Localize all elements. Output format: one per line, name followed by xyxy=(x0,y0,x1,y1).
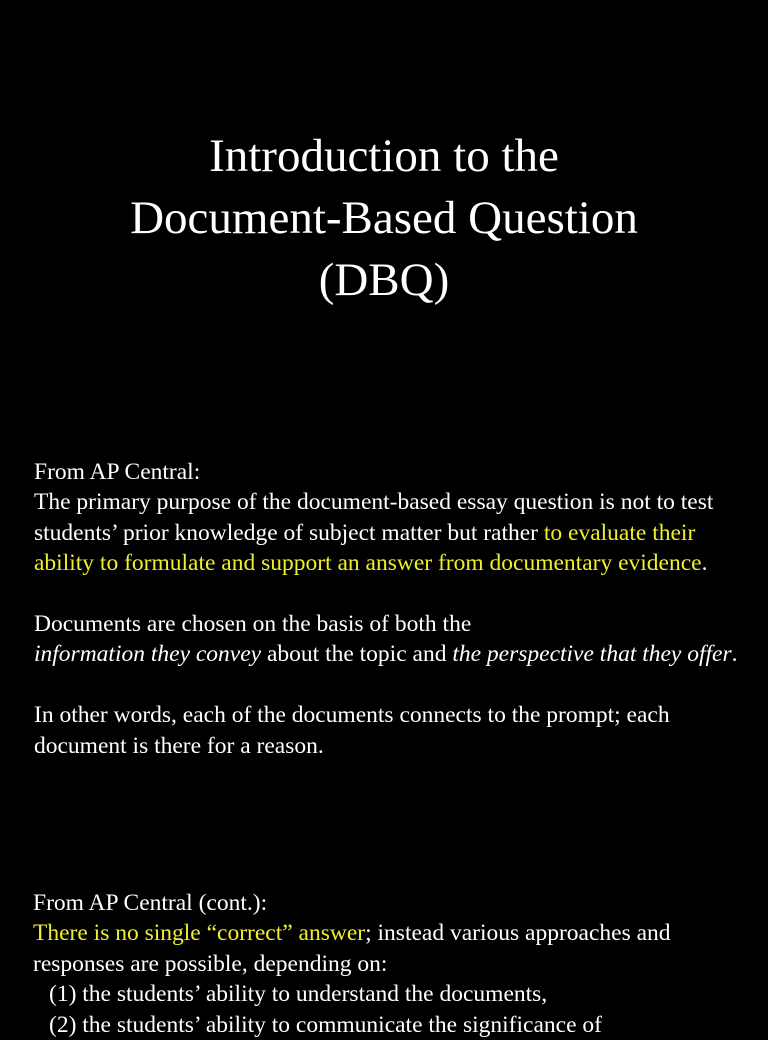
ap-central-cont-slide xyxy=(0,850,768,1038)
list-item: (1) the students’ ability to understand the documents, xyxy=(49,981,548,1008)
paragraph-gap xyxy=(34,670,744,700)
list-item: (2) the students’ ability to communicate the significance of xyxy=(49,1011,602,1038)
title-line: Document-Based Question xyxy=(130,192,638,244)
title-slide xyxy=(0,0,768,425)
paragraph-gap xyxy=(34,579,744,609)
title-line: Introduction to the xyxy=(209,130,559,182)
slide-heading: From AP Central: xyxy=(34,459,201,485)
highlighted-text: There is no single “correct” answer xyxy=(33,920,366,947)
paragraph-text: The primary purpose of the document-based essay question is not to test students’ prior knowledge of subject matter but rather xyxy=(34,489,714,546)
paragraph-purpose xyxy=(34,487,744,578)
paragraph-no-single-answer xyxy=(33,918,743,979)
slide-body xyxy=(34,457,744,761)
ap-central-slide xyxy=(0,425,768,850)
slide-title xyxy=(0,125,768,311)
paragraph-text: . xyxy=(731,641,738,668)
italic-text: information they convey xyxy=(34,641,262,668)
paragraph-other-words: In other words, each of the documents connects to the prompt; each document is there for a reason. xyxy=(34,702,670,759)
paragraph-text: . xyxy=(701,550,708,577)
paragraph-text: ; instead various approaches and responses are possible, depending on: xyxy=(33,920,671,977)
slide-heading: From AP Central (cont.): xyxy=(33,890,268,916)
paragraph-text: about the topic and xyxy=(261,641,453,668)
paragraph-documents xyxy=(34,609,744,670)
slide-body xyxy=(33,888,743,1040)
italic-text: the perspective that they offer xyxy=(452,641,732,668)
highlighted-text: to evaluate their ability to formulate and support an answer from documentary evidence xyxy=(34,519,702,577)
title-line: (DBQ) xyxy=(318,254,450,306)
paragraph-text: Documents are chosen on the basis of both the xyxy=(34,611,472,638)
